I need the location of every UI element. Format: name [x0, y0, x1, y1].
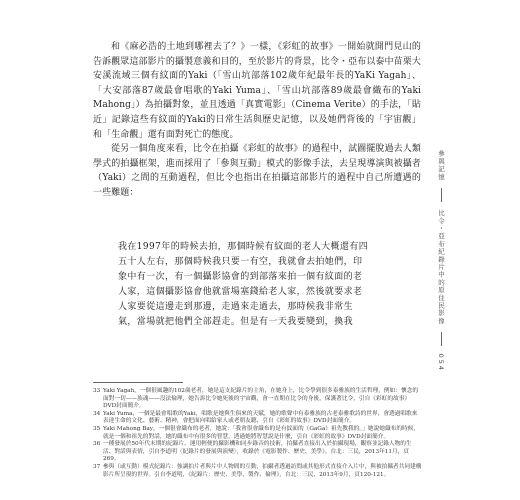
- footnote-number: 34: [93, 410, 101, 417]
- quote-line: 五十人左右，那個時候我只要一有空，我就會去拍她們，印: [118, 257, 363, 267]
- footnote-text: Yaki Yagah，一個很風趣的102歲老者，她是這支紀錄片的主角，在她身上，比令學到很多泰雅族的生活哲理，例如：懷念的面對一切——族魂——沒法倫理，她告訴比令她死後的宇宙觀，會一直期在比令的身後，保護著比令，引自《彩虹的故事》DVD封面簡介。: [103, 388, 419, 410]
- quote-line: 人家要從這邊走到那邊，走過來走過去，那時候我非常生: [118, 302, 354, 312]
- main-text: [93, 40, 421, 201]
- running-head-separator: [441, 188, 442, 202]
- quote-line: 人家，這個攝影協會他就當場塞錢給老人家，然後就要求老: [118, 287, 363, 297]
- footnote: [93, 411, 423, 426]
- page-number: 054: [437, 353, 445, 372]
- quote-line: 象中有一次，有一個攝影協會的到部落來拍一個有紋面的老: [118, 272, 363, 282]
- quote-line: 我在1997年的時候去拍，那個時候有紋面的老人大概還有四: [118, 242, 369, 252]
- footnote: [93, 388, 423, 411]
- footnote-text: Yaki Mahong Bay，一個很會織布的老者，她說：「我會很會織布的是有紋面的（GaGa）祖先教我的。」她說她織布的時候，就是一個和祖先的對話，她的織布中有很多的智慧，透過她將智慧說是什麼，引自《彩虹的故事》DVD封面簡介。: [103, 425, 420, 440]
- footnote-number: 35: [93, 425, 101, 432]
- paragraph-1: 和《麻必浩的土地到哪裡去了？》一樣，《彩虹的故事》一開始就開門見山的告訴觀眾這部影片的攝製意義和目的，至於影片的背景，比令・亞布以泰中苗栗大安溪流域三個有紋面的Yaki（「雪山坑部落102歲年紀最年長的YaKi Yagah」、「大安部落87歲最會唱歌的Yaki Yuma」、「雪山坑部落89歲最會織布的Yaki Mahong」）為拍攝對象，並且透過「真實電影」（Cinema Verite）的手法，「貼近」記錄這些有紋面的Yaki的日常生活與歷史記憶，以及她們背後的「宇宙觀」和「生命觀」還有面對死亡的態度。: [93, 42, 421, 140]
- running-head-separator: [441, 332, 442, 346]
- quote-line: 氣，當場就把他們全部趕走。但是有一天我要變到，換我: [118, 317, 354, 327]
- footnote: [93, 464, 423, 479]
- footnotes: [93, 388, 423, 479]
- footnote-number: 33: [93, 388, 101, 394]
- footnote: [93, 426, 423, 441]
- running-head-part: 參與記憶: [437, 150, 445, 181]
- footnote-number: 37: [93, 463, 101, 470]
- block-quote: [118, 240, 408, 330]
- paragraph-2: 從另一個角度來看，比令在拍攝《彩虹的故事》的過程中，試圖擺脫過去人類學式的拍攝框架，進而採用了「參與互動」模式的影像手法，去呈現導演與被攝者（Yaki）之間的互動過程，但比令也指出在拍攝這部影片的過程中自己所遭遇的一些難題：: [93, 144, 421, 198]
- footnote-text: Yaki Yuma，一個是最會唱歌的Yaki，唱歌是她與生俱來的天賦，她的歌聲中有泰雅族的古老泰雅歌詩的世界，會透過唱歌來表達生命的文化、藝術、精神，會把面向唱給家人或老朋友聽，引自《彩虹的故事》DVD封面簡介。: [103, 410, 418, 425]
- footnote: [93, 441, 423, 464]
- footnote-text: 一種發展於50年代末期的紀錄片，運用輕便的攝影機和同步錄音的技術，拍攝者直接出入於拍攝現場，觀察並記錄人物的生活、對話與表情，引自李道明〈紀錄片的發展與演變〉，收錄於《電影製作、歷史、美學》。台北：三民，2013年11月，頁269。: [103, 441, 412, 463]
- running-head: [436, 150, 446, 372]
- running-head-title: 比令・亞布紀錄片中的原住民影像: [437, 209, 445, 325]
- footnote-number: 36: [93, 441, 101, 448]
- footnote-divider: [93, 382, 183, 383]
- footnote-text: 參與（或互動）模式紀錄片：強調拍片者與片中人物間的互動，拍攝者透過訪問或其他形式直接介入片中，與被拍攝者共同建構影片所呈現的世界。引自李道明，《紀錄片：歷史、美學、製作、倫理》，台北：三民，2013年9月，頁120-121。: [103, 463, 422, 478]
